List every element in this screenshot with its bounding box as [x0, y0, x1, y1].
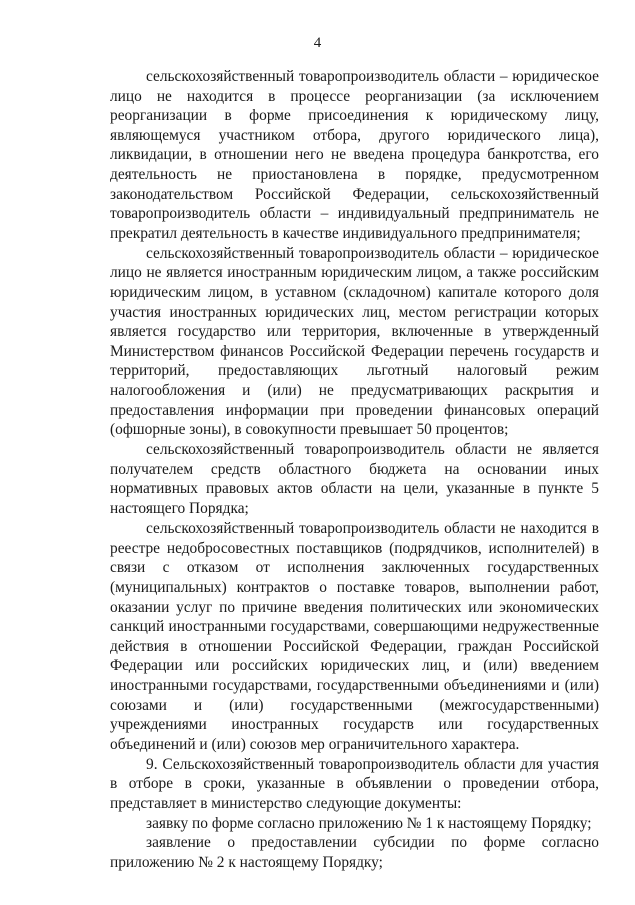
paragraph-subsidy-statement: заявление о предоставлении субсидии по форме согласно приложению № 2 к настоящему Порядку;: [110, 834, 599, 871]
paragraph-applicant-not-in-reorganization: сельскохозяйственный товаропроизводитель области – юридическое лицо не находится в процессе реорганизации (за исключением реорганизации в форме присоединения к юридическому лицу, являющемуся участником отбора, другого юридического лица), ликвидации, в отношении него не введена процедура банкротства, его деятельность не приостановлена в порядке, предусмотренном законодательством Российской Федерации, сельскохозяйственный товаропроизводитель области – индивидуальный предприниматель не прекратил деятельность в качестве индивидуального предпринимателя;: [110, 68, 599, 242]
paragraph-no-other-budget-funds: сельскохозяйственный товаропроизводитель области не является получателем средств областного бюджета на основании иных нормативных правовых актов области на цели, указанные в пункте 5 настоящего Порядка;: [110, 441, 599, 518]
paragraph-application-form: заявку по форме согласно приложению № 1 к настоящему Порядку;: [146, 814, 592, 832]
paragraph-item-9-documents: 9. Сельскохозяйственный товаропроизводитель области для участия в отборе в сроки, указанные в объявлении о проведении отбора, представляет в министерство следующие документы:: [110, 755, 599, 812]
document-body: [110, 67, 599, 872]
page-number: 4: [313, 35, 322, 51]
paragraph-not-in-unfair-suppliers-registry: сельскохозяйственный товаропроизводитель области не находится в реестре недобросовестных поставщиков (подрядчиков, исполнителей) в связи с отказом от исполнения заключенных государственных (муниципальных) контрактов о поставке товаров, выполнении работ, оказании услуг по причине введения политических или экономических санкций иностранными государствами, совершающими недружественные действия в отношении Российской Федерации, граждан Российской Федерации или российских юридических лиц, и (или) введением иностранными государствами, государственными объединениями и (или) союзами и (или) государственными (межгосударственными) учреждениями иностранных государств или государственных объединений и (или) союзов мер ограничительного характера.: [110, 520, 599, 753]
paragraph-applicant-not-foreign-entity: сельскохозяйственный товаропроизводитель области – юридическое лицо не является иностранным юридическим лицом, а также российским юридическим лицом, в уставном (складочном) капитале которого доля участия иностранных юридических лиц, местом регистрации которых является государство или территория, включенные в утвержденный Министерством финансов Российской Федерации перечень государств и территорий, предоставляющих льготный налоговый режим налогообложения и (или) не предусматривающих раскрытия и предоставления информации при проведении финансовых операций (офшорные зоны), в совокупности превышает 50 процентов;: [110, 244, 599, 439]
